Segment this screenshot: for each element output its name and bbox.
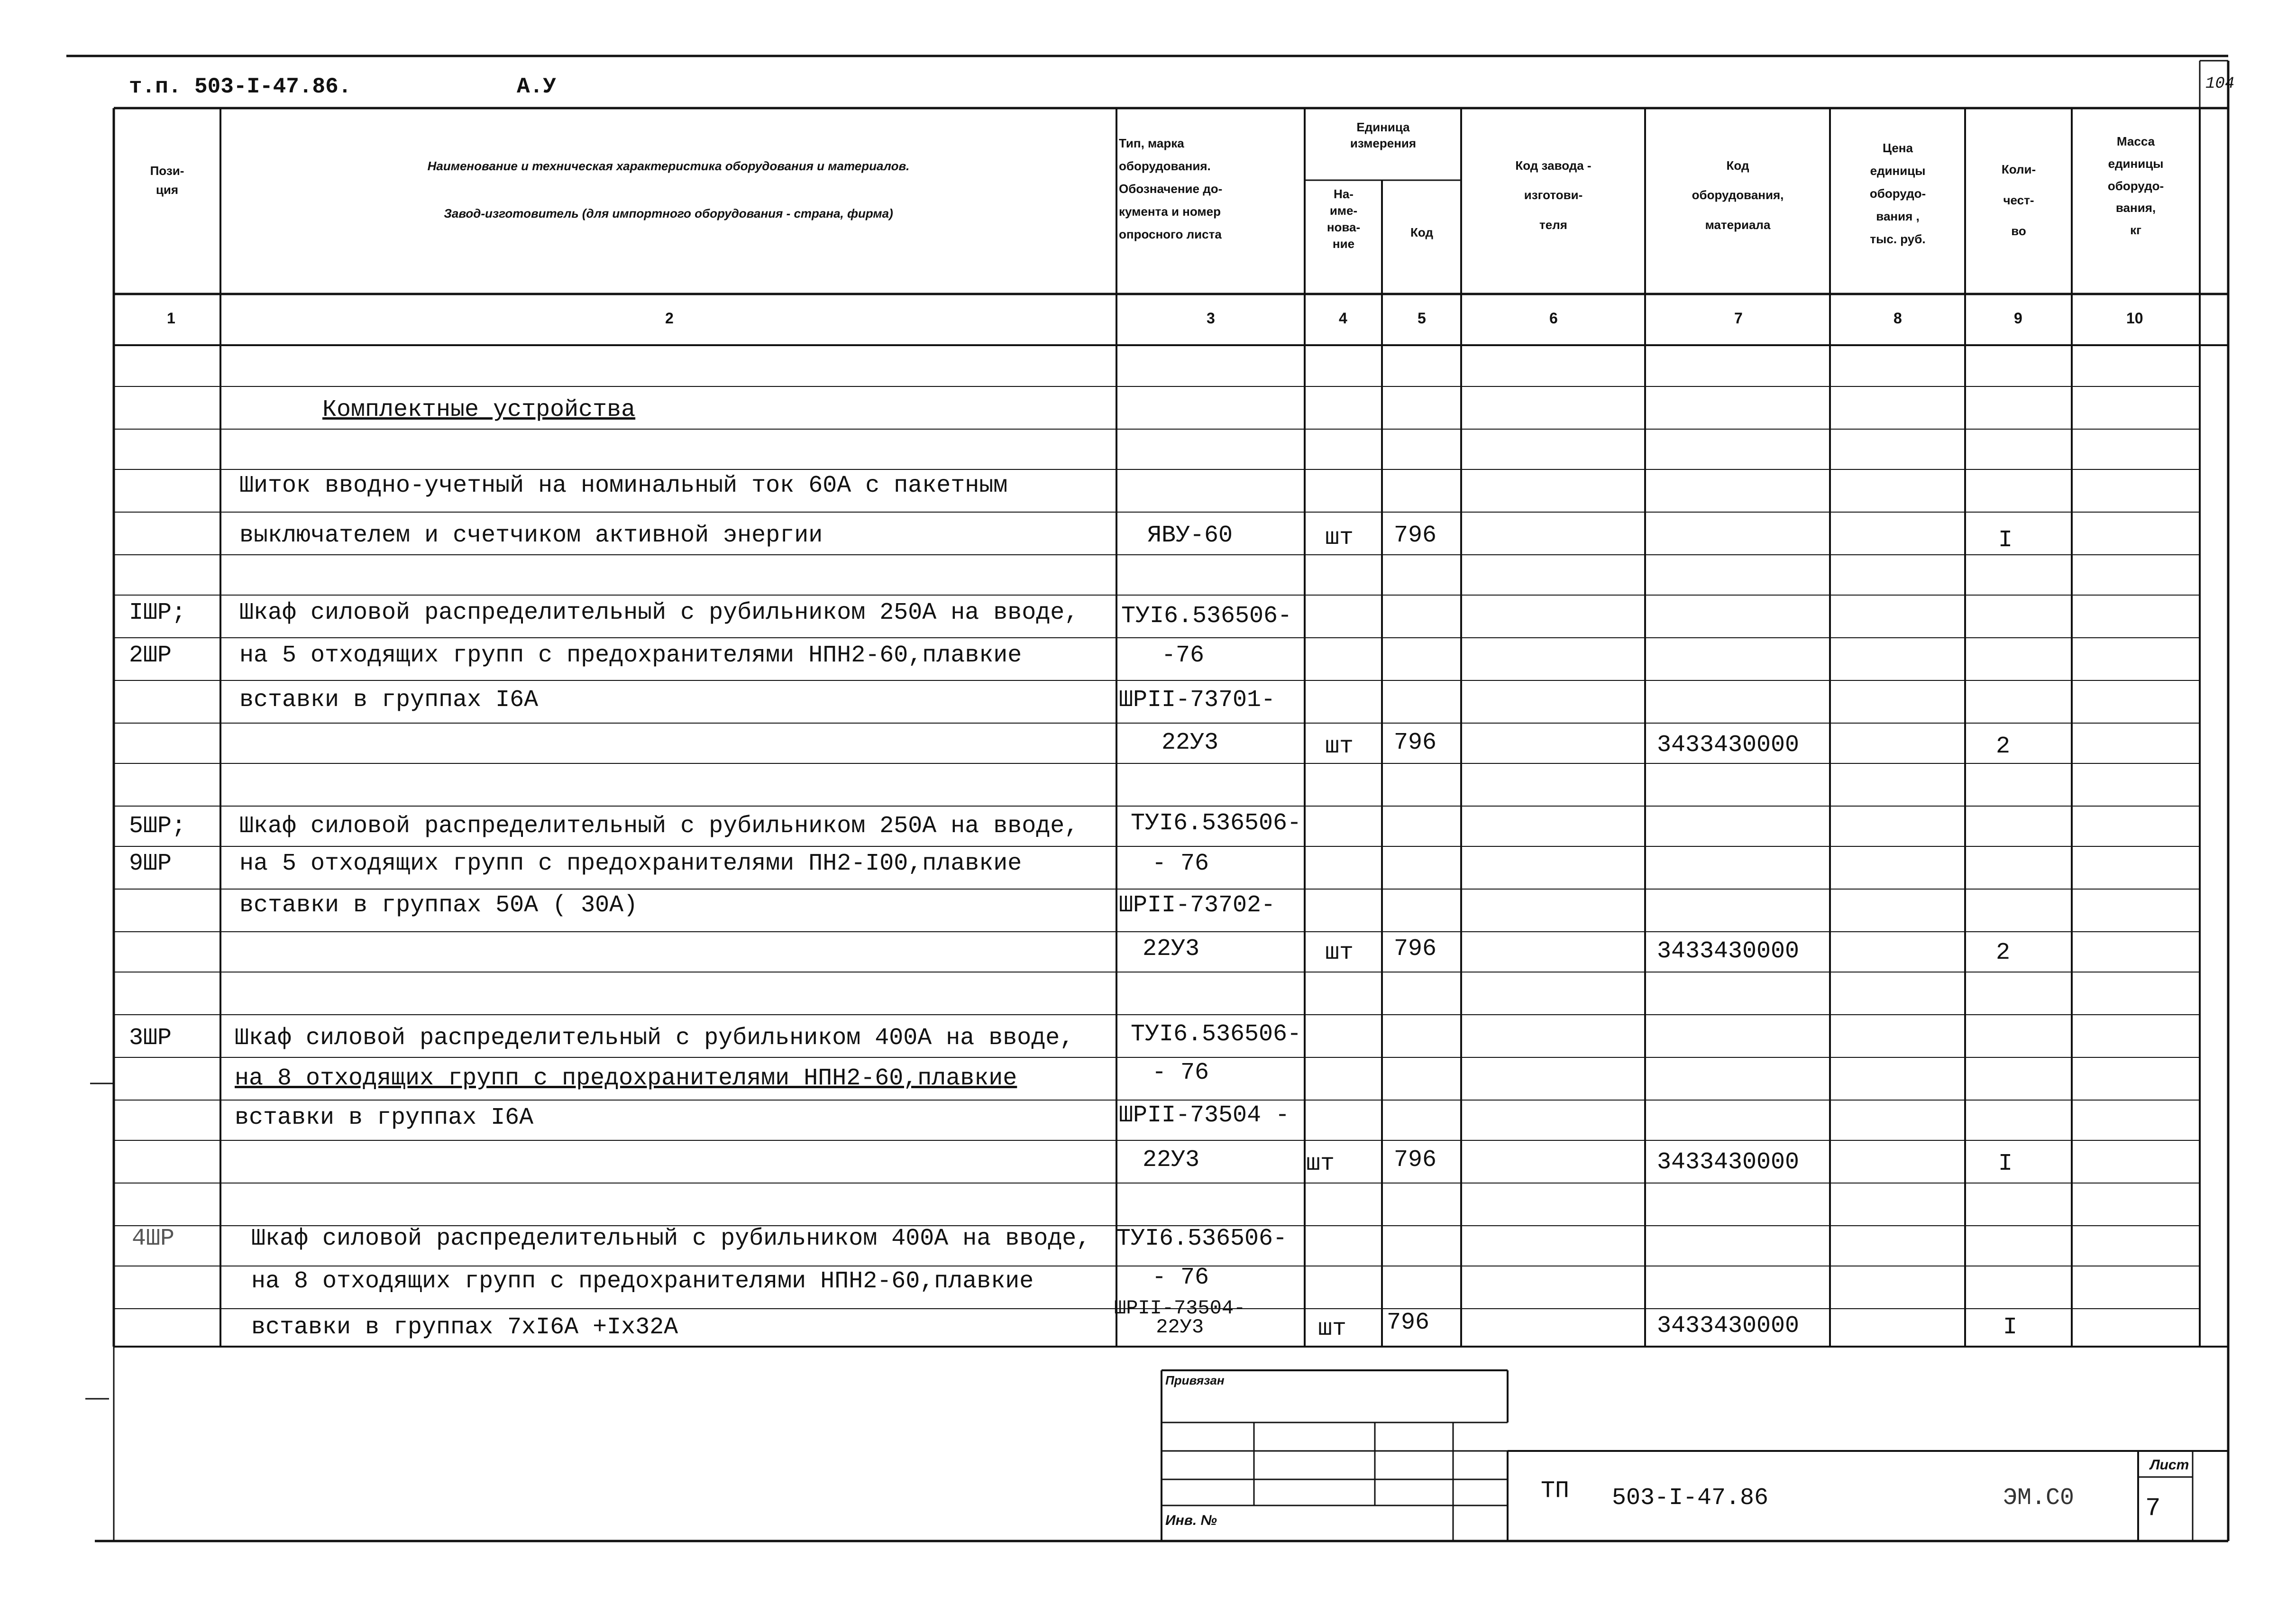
- column-number-10: 10: [2126, 310, 2143, 327]
- row-equipment-code: 3433430000: [1657, 1149, 1800, 1176]
- row-name: Шкаф силовой распределительный с рубильником 250А на вводе,: [239, 813, 1079, 840]
- header-name-line1: Наименование и техническая характеристика оборудования и материалов.: [427, 159, 910, 173]
- row-name: Шиток вводно-учетный на номинальный ток 60А с пакетным: [239, 472, 1008, 499]
- stamp-sheet-number: 7: [2145, 1494, 2161, 1523]
- row-quantity: I: [1998, 527, 2013, 554]
- row-position: 4ШР: [132, 1225, 175, 1252]
- row-position: 2ШР: [129, 642, 172, 669]
- row-unit-code: 796: [1394, 1147, 1437, 1174]
- stamp-tp-label: ТП: [1541, 1477, 1570, 1505]
- row-quantity: I: [1998, 1150, 2013, 1177]
- row-position: 3ШР: [129, 1025, 172, 1052]
- column-number-1: 1: [167, 310, 175, 327]
- row-name: вставки в группах I6А: [235, 1104, 534, 1131]
- row-name: на 8 отходящих групп с предохранителями НПН2-60,плавкие: [251, 1268, 1034, 1295]
- header-unit-code: Код: [1410, 225, 1433, 239]
- row-equipment-code: 3433430000: [1657, 938, 1800, 965]
- stamp-document-mark: ЭМ.С0: [2003, 1485, 2075, 1512]
- header-position: Пози- ция: [150, 164, 184, 197]
- header-unit-price: Цена единицы оборудо- вания , тыс. руб.: [1869, 141, 1926, 247]
- header-unit-name: На- име- нова- ние: [1326, 187, 1361, 251]
- stamp-linked-label: Привязан: [1165, 1373, 1225, 1387]
- row-name: вставки в группах I6А: [239, 687, 539, 714]
- row-unit: шт: [1325, 524, 1354, 551]
- page-corner-number: 104: [2205, 75, 2235, 93]
- row-type: ШРII-73702-: [1119, 892, 1276, 919]
- row-type: ШРII-73504- 22У3: [1114, 1297, 1246, 1339]
- row-type: ТУI6.536506-: [1121, 603, 1292, 630]
- document-code-top: т.п. 503-I-47.86.: [129, 74, 352, 99]
- stamp-document-code: 503-I-47.86: [1612, 1485, 1769, 1512]
- header-name-line2: Завод-изготовитель (для импортного оборудования - страна, фирма): [444, 206, 893, 220]
- row-type: ЯВУ-60: [1147, 522, 1233, 549]
- column-number-5: 5: [1418, 310, 1426, 327]
- column-number-8: 8: [1894, 310, 1902, 327]
- row-unit-code: 796: [1394, 936, 1437, 963]
- row-equipment-code: 3433430000: [1657, 732, 1800, 759]
- row-position: IШР;: [129, 599, 186, 626]
- row-name: Шкаф силовой распределительный с рубильником 400А на вводе,: [251, 1225, 1091, 1252]
- row-quantity: 2: [1996, 939, 2011, 966]
- row-unit: шт: [1318, 1315, 1347, 1342]
- row-name: вставки в группах 7хI6А +Iх32А: [251, 1314, 678, 1341]
- stamp-inventory-label: Инв. №: [1165, 1513, 1217, 1528]
- row-unit: шт: [1325, 733, 1354, 760]
- row-equipment-code: 3433430000: [1657, 1312, 1800, 1340]
- column-number-4: 4: [1339, 310, 1347, 327]
- row-type: - 76: [1152, 850, 1209, 877]
- row-unit: шт: [1306, 1150, 1335, 1177]
- row-type: 22У3: [1143, 936, 1200, 963]
- row-unit-code: 796: [1387, 1309, 1430, 1336]
- row-name: выключателем и счетчиком активной энергии: [239, 522, 823, 549]
- row-type: 22У3: [1162, 729, 1219, 756]
- header-equipment-code: Код оборудования, материала: [1692, 158, 1784, 232]
- row-quantity: I: [2003, 1314, 2018, 1341]
- row-name: на 5 отходящих групп с предохранителями ПН2-I00,плавкие: [239, 850, 1022, 877]
- column-number-2: 2: [665, 310, 674, 327]
- row-position: 5ШР;: [129, 813, 186, 840]
- row-name: вставки в группах 50А ( 30А): [239, 892, 638, 919]
- header-type: Тип, марка оборудования. Обозначение до- кумента и номер опросного листа: [1119, 136, 1223, 242]
- row-unit: шт: [1325, 939, 1354, 966]
- row-type: 22У3: [1143, 1147, 1200, 1174]
- header-quantity: Коли- чест- во: [2001, 162, 2036, 238]
- row-type: ТУI6.536506-: [1131, 810, 1302, 837]
- row-type: ТУI6.536506-: [1116, 1225, 1288, 1252]
- row-type: - 76: [1152, 1059, 1209, 1086]
- column-number-3: 3: [1207, 310, 1215, 327]
- row-unit-code: 796: [1394, 522, 1437, 549]
- row-type: -76: [1162, 642, 1205, 669]
- row-unit-code: 796: [1394, 729, 1437, 756]
- row-type: - 76: [1152, 1264, 1209, 1291]
- column-number-6: 6: [1549, 310, 1558, 327]
- header-unit-group: Единица измерения: [1350, 120, 1417, 150]
- row-name: Шкаф силовой распределительный с рубильником 250А на вводе,: [239, 599, 1079, 626]
- row-type: ТУI6.536506-: [1131, 1021, 1302, 1048]
- column-number-7: 7: [1734, 310, 1743, 327]
- column-number-9: 9: [2014, 310, 2022, 327]
- document-mark-top: А.У: [517, 74, 556, 99]
- row-name: на 8 отходящих групп с предохранителями НПН2-60,плавкие: [235, 1065, 1017, 1092]
- row-name: на 5 отходящих групп с предохранителями НПН2-60,плавкие: [239, 642, 1022, 669]
- row-type: ШРII-73701-: [1119, 687, 1276, 714]
- row-name: Шкаф силовой распределительный с рубильником 400А на вводе,: [235, 1025, 1074, 1052]
- header-mass: Масса единицы оборудо- вания, кг: [2107, 134, 2164, 238]
- section-title: Комплектные устройства: [322, 396, 636, 423]
- row-type: ШРII-73504 -: [1119, 1102, 1290, 1129]
- row-quantity: 2: [1996, 733, 2011, 760]
- header-manufacturer-code: Код завода - изготови- теля: [1515, 158, 1592, 232]
- row-position: 9ШР: [129, 850, 172, 877]
- stamp-sheet-label: Лист: [2150, 1457, 2189, 1473]
